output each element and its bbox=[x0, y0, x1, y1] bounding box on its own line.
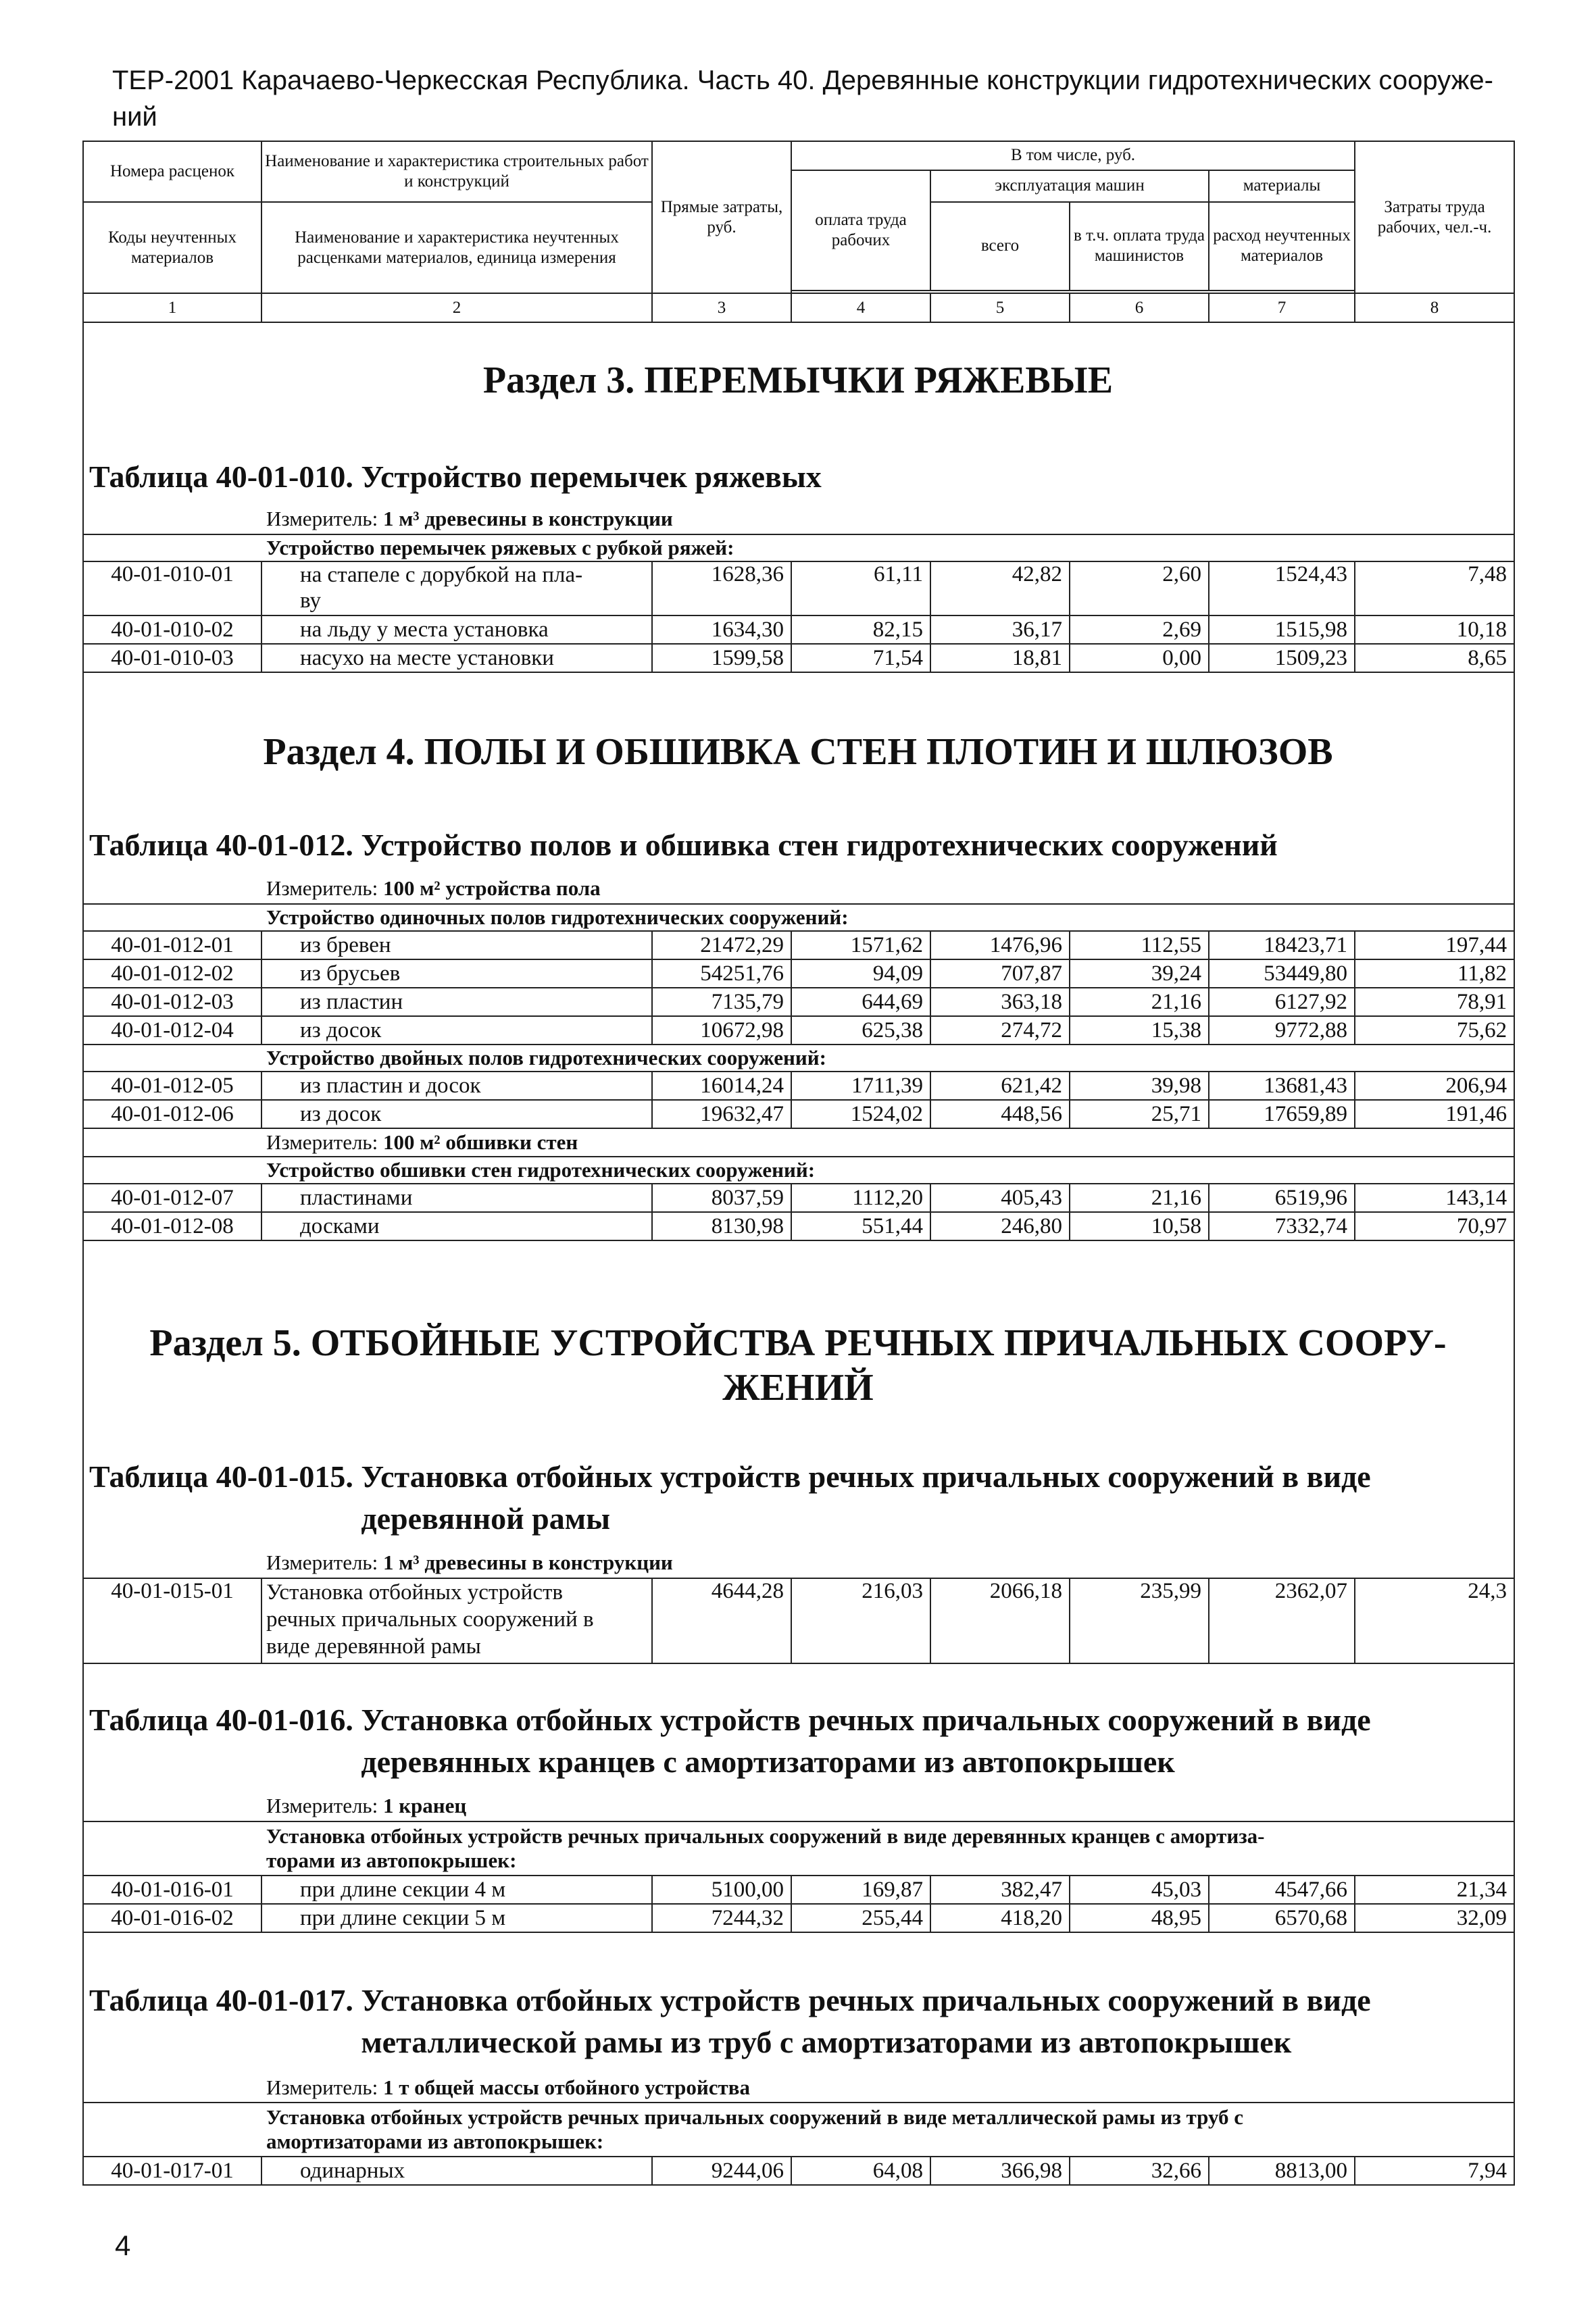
worker-pay: 216,03 bbox=[791, 1578, 930, 1663]
measure-prefix: Измеритель: bbox=[266, 1550, 378, 1574]
col-number: 1 bbox=[83, 293, 261, 322]
table-label: Таблица 40-01-016. bbox=[89, 1703, 353, 1737]
operator-pay: 45,03 bbox=[1070, 1876, 1209, 1904]
materials: 4547,66 bbox=[1209, 1876, 1355, 1904]
rates-table bbox=[82, 2073, 1515, 2186]
measure-row bbox=[83, 873, 1514, 904]
direct-costs: 7135,79 bbox=[652, 988, 791, 1016]
col-header-operator-pay: в т.ч. оплата труда машинистов bbox=[1070, 202, 1209, 290]
operator-pay: 112,55 bbox=[1070, 931, 1209, 959]
rate-code: 40-01-012-06 bbox=[83, 1100, 261, 1128]
rate-code: 40-01-012-02 bbox=[83, 959, 261, 988]
materials: 1524,43 bbox=[1209, 561, 1355, 615]
rate-code: 40-01-012-05 bbox=[83, 1072, 261, 1100]
direct-costs: 8130,98 bbox=[652, 1212, 791, 1240]
rate-description: на льду у места установка bbox=[261, 615, 652, 644]
materials: 2362,07 bbox=[1209, 1578, 1355, 1663]
labor-hours: 197,44 bbox=[1355, 931, 1514, 959]
rates-table bbox=[82, 1547, 1515, 1664]
rate-code: 40-01-017-01 bbox=[83, 2157, 261, 2185]
machines-total: 1476,96 bbox=[930, 931, 1070, 959]
worker-pay: 625,38 bbox=[791, 1016, 930, 1045]
col-header-rate-numbers: Номера расценок bbox=[83, 141, 261, 202]
col-number: 4 bbox=[791, 293, 930, 322]
col-header-machines: эксплуатация машин bbox=[930, 170, 1209, 202]
materials: 9772,88 bbox=[1209, 1016, 1355, 1045]
labor-hours: 21,34 bbox=[1355, 1876, 1514, 1904]
table-label: Таблица 40-01-012. bbox=[89, 828, 353, 862]
rate-description: из брусьев bbox=[261, 959, 652, 988]
table-label: Таблица 40-01-017. bbox=[89, 1983, 353, 2017]
measure-value: 1 кранец bbox=[382, 1793, 467, 1817]
section-title: Раздел 4. ПОЛЫ И ОБШИВКА СТЕН ПЛОТИН И ШЛЮЗОВ bbox=[263, 731, 1333, 773]
col-header-material-consumption: расход неучтенных материалов bbox=[1209, 202, 1355, 290]
section-title: Раздел 5. ОТБОЙНЫЕ УСТРОЙСТВА РЕЧНЫХ ПРИЧАЛЬНЫХ СООРУ- ЖЕНИЙ bbox=[149, 1322, 1447, 1409]
table-title bbox=[89, 1699, 1508, 1783]
rate-code: 40-01-015-01 bbox=[83, 1578, 261, 1663]
operator-pay: 2,60 bbox=[1070, 561, 1209, 615]
machines-total: 707,87 bbox=[930, 959, 1070, 988]
labor-hours: 32,09 bbox=[1355, 1904, 1514, 1932]
labor-hours: 143,14 bbox=[1355, 1184, 1514, 1212]
measure-row bbox=[83, 1790, 1514, 1821]
worker-pay: 1524,02 bbox=[791, 1100, 930, 1128]
operator-pay: 39,24 bbox=[1070, 959, 1209, 988]
table-row bbox=[83, 1072, 1514, 1100]
rate-code: 40-01-012-07 bbox=[83, 1184, 261, 1212]
col-number: 6 bbox=[1070, 293, 1209, 322]
operator-pay: 235,99 bbox=[1070, 1578, 1209, 1663]
direct-costs: 10672,98 bbox=[652, 1016, 791, 1045]
direct-costs: 54251,76 bbox=[652, 959, 791, 988]
worker-pay: 255,44 bbox=[791, 1904, 930, 1932]
section-title: Раздел 3. ПЕРЕМЫЧКИ РЯЖЕВЫЕ bbox=[482, 359, 1114, 401]
materials: 6519,96 bbox=[1209, 1184, 1355, 1212]
machines-total: 448,56 bbox=[930, 1100, 1070, 1128]
materials: 53449,80 bbox=[1209, 959, 1355, 988]
machines-total: 2066,18 bbox=[930, 1578, 1070, 1663]
operator-pay: 25,71 bbox=[1070, 1100, 1209, 1128]
rate-code: 40-01-016-02 bbox=[83, 1904, 261, 1932]
worker-pay: 71,54 bbox=[791, 644, 930, 672]
measure-value: 100 м² обшивки стен bbox=[382, 1130, 578, 1154]
rates-table bbox=[82, 1790, 1515, 1933]
table-title bbox=[89, 456, 1508, 498]
direct-costs: 9244,06 bbox=[652, 2157, 791, 2185]
table-label: Таблица 40-01-015. bbox=[89, 1459, 353, 1494]
rate-description: при длине секции 5 м bbox=[261, 1904, 652, 1932]
table-row bbox=[83, 1876, 1514, 1904]
materials: 6127,92 bbox=[1209, 988, 1355, 1016]
col-number: 2 bbox=[261, 293, 652, 322]
table-row bbox=[83, 644, 1514, 672]
table-row bbox=[83, 615, 1514, 644]
direct-costs: 1634,30 bbox=[652, 615, 791, 644]
labor-hours: 70,97 bbox=[1355, 1212, 1514, 1240]
measure-prefix: Измеритель: bbox=[266, 1793, 378, 1817]
measure-prefix: Измеритель: bbox=[266, 506, 378, 530]
subheading: Устройство обшивки стен гидротехнических сооружений: bbox=[83, 1157, 1514, 1184]
operator-pay: 21,16 bbox=[1070, 988, 1209, 1016]
worker-pay: 64,08 bbox=[791, 2157, 930, 2185]
machines-total: 366,98 bbox=[930, 2157, 1070, 2185]
measure-value: 100 м² устройства пола bbox=[382, 876, 601, 900]
subheading: Устройство перемычек ряжевых с рубкой ряжей: bbox=[83, 534, 1514, 561]
col-header-materials: материалы bbox=[1209, 170, 1355, 202]
rate-description: Установка отбойных устройств речных причальных сооружений в виде деревянной рамы bbox=[261, 1578, 652, 1663]
operator-pay: 32,66 bbox=[1070, 2157, 1209, 2185]
materials: 18423,71 bbox=[1209, 931, 1355, 959]
labor-hours: 10,18 bbox=[1355, 615, 1514, 644]
rate-code: 40-01-012-01 bbox=[83, 931, 261, 959]
rate-description: одинарных bbox=[261, 2157, 652, 2185]
rate-code: 40-01-012-08 bbox=[83, 1212, 261, 1240]
labor-hours: 11,82 bbox=[1355, 959, 1514, 988]
machines-total: 363,18 bbox=[930, 988, 1070, 1016]
table-row bbox=[83, 561, 1514, 615]
worker-pay: 61,11 bbox=[791, 561, 930, 615]
direct-costs: 5100,00 bbox=[652, 1876, 791, 1904]
worker-pay: 551,44 bbox=[791, 1212, 930, 1240]
col-header-direct-costs: Прямые затраты, руб. bbox=[652, 141, 791, 293]
measure-value: 1 т общей массы отбойного устройства bbox=[382, 2075, 751, 2099]
rate-code: 40-01-010-02 bbox=[83, 615, 261, 644]
machines-total: 42,82 bbox=[930, 561, 1070, 615]
machines-total: 382,47 bbox=[930, 1876, 1070, 1904]
machines-total: 418,20 bbox=[930, 1904, 1070, 1932]
operator-pay: 39,98 bbox=[1070, 1072, 1209, 1100]
table-row bbox=[83, 1184, 1514, 1212]
rates-table bbox=[82, 503, 1515, 673]
measure-prefix: Измеритель: bbox=[266, 876, 378, 900]
direct-costs: 1628,36 bbox=[652, 561, 791, 615]
col-header-including: В том числе, руб. bbox=[791, 141, 1355, 170]
direct-costs: 16014,24 bbox=[652, 1072, 791, 1100]
col-header-machines-total: всего bbox=[930, 202, 1070, 290]
col-header-work-name: Наименование и характеристика строительных работ и конструкций bbox=[261, 141, 652, 202]
col-number: 5 bbox=[930, 293, 1070, 322]
table-row bbox=[83, 1100, 1514, 1128]
machines-total: 405,43 bbox=[930, 1184, 1070, 1212]
rate-description: из пластин bbox=[261, 988, 652, 1016]
operator-pay: 21,16 bbox=[1070, 1184, 1209, 1212]
machines-total: 621,42 bbox=[930, 1072, 1070, 1100]
measure-row bbox=[83, 2073, 1514, 2103]
direct-costs: 8037,59 bbox=[652, 1184, 791, 1212]
page-number: 4 bbox=[115, 2230, 131, 2261]
worker-pay: 1112,20 bbox=[791, 1184, 930, 1212]
table-name: Установка отбойных устройств речных причальных сооружений в виде металлической рамы из труб с амортизаторами из автопокрышек bbox=[361, 1983, 1371, 2059]
subheading: Установка отбойных устройств речных причальных сооружений в виде металлической рамы из труб с амортизаторами из автопокрышек: bbox=[83, 2103, 1514, 2157]
direct-costs: 19632,47 bbox=[652, 1100, 791, 1128]
measure-row bbox=[83, 503, 1514, 534]
labor-hours: 7,48 bbox=[1355, 561, 1514, 615]
rates-table bbox=[82, 873, 1515, 1241]
measure-value: 1 м³ древесины в конструкции bbox=[382, 1550, 673, 1574]
machines-total: 274,72 bbox=[930, 1016, 1070, 1045]
rate-code: 40-01-012-04 bbox=[83, 1016, 261, 1045]
table-title bbox=[89, 824, 1508, 866]
direct-costs: 4644,28 bbox=[652, 1578, 791, 1663]
col-header-worker-pay: оплата труда рабочих bbox=[791, 170, 930, 291]
col-number: 8 bbox=[1355, 293, 1514, 322]
operator-pay: 10,58 bbox=[1070, 1212, 1209, 1240]
worker-pay: 94,09 bbox=[791, 959, 930, 988]
table-row bbox=[83, 1016, 1514, 1045]
table-label: Таблица 40-01-010. bbox=[89, 459, 353, 494]
materials: 1509,23 bbox=[1209, 644, 1355, 672]
rate-description: из досок bbox=[261, 1100, 652, 1128]
column-header-table bbox=[82, 141, 1515, 323]
subheading: Установка отбойных устройств речных причальных сооружений в виде деревянных кранцев с амортиза- торами из автопокрышек: bbox=[83, 1821, 1514, 1876]
rate-description: из пластин и досок bbox=[261, 1072, 652, 1100]
table-name: Устройство перемычек ряжевых bbox=[361, 459, 822, 494]
table-name: Устройство полов и обшивка стен гидротехнических сооружений bbox=[361, 828, 1278, 862]
rate-code: 40-01-012-03 bbox=[83, 988, 261, 1016]
measure-row bbox=[83, 1547, 1514, 1578]
rate-description: из досок bbox=[261, 1016, 652, 1045]
materials: 17659,89 bbox=[1209, 1100, 1355, 1128]
table-row bbox=[83, 988, 1514, 1016]
machines-total: 18,81 bbox=[930, 644, 1070, 672]
rate-code: 40-01-016-01 bbox=[83, 1876, 261, 1904]
direct-costs: 21472,29 bbox=[652, 931, 791, 959]
subheading: Устройство двойных полов гидротехнических сооружений: bbox=[83, 1045, 1514, 1072]
table-name: Установка отбойных устройств речных причальных сооружений в виде деревянных кранцев с амортизаторами из автопокрышек bbox=[361, 1703, 1371, 1779]
worker-pay: 1571,62 bbox=[791, 931, 930, 959]
col-number: 7 bbox=[1209, 293, 1355, 322]
materials: 13681,43 bbox=[1209, 1072, 1355, 1100]
operator-pay: 0,00 bbox=[1070, 644, 1209, 672]
table-row bbox=[83, 931, 1514, 959]
labor-hours: 7,94 bbox=[1355, 2157, 1514, 2185]
rate-description: на стапеле с дорубкой на пла- ву bbox=[261, 561, 652, 615]
subheading: Устройство одиночных полов гидротехнических сооружений: bbox=[83, 904, 1514, 931]
machines-total: 36,17 bbox=[930, 615, 1070, 644]
table-name: Установка отбойных устройств речных причальных сооружений в виде деревянной рамы bbox=[361, 1459, 1371, 1536]
table-title bbox=[89, 1456, 1508, 1540]
rate-code: 40-01-010-01 bbox=[83, 561, 261, 615]
rate-description: досками bbox=[261, 1212, 652, 1240]
measure-row bbox=[83, 1128, 1514, 1157]
table-title bbox=[89, 1980, 1508, 2063]
materials: 8813,00 bbox=[1209, 2157, 1355, 2185]
col-header-material-name: Наименование и характеристика неучтенных расценками материалов, единица измерения bbox=[261, 202, 652, 293]
materials: 7332,74 bbox=[1209, 1212, 1355, 1240]
measure-prefix: Измеритель: bbox=[266, 1130, 378, 1154]
rate-description: пластинами bbox=[261, 1184, 652, 1212]
table-row bbox=[83, 1212, 1514, 1240]
labor-hours: 206,94 bbox=[1355, 1072, 1514, 1100]
worker-pay: 1711,39 bbox=[791, 1072, 930, 1100]
rate-description: из бревен bbox=[261, 931, 652, 959]
worker-pay: 82,15 bbox=[791, 615, 930, 644]
operator-pay: 15,38 bbox=[1070, 1016, 1209, 1045]
materials: 1515,98 bbox=[1209, 615, 1355, 644]
direct-costs: 7244,32 bbox=[652, 1904, 791, 1932]
table-row bbox=[83, 1578, 1514, 1663]
worker-pay: 644,69 bbox=[791, 988, 930, 1016]
col-header-material-codes: Коды неучтенных материалов bbox=[83, 202, 261, 293]
col-number: 3 bbox=[652, 293, 791, 322]
labor-hours: 8,65 bbox=[1355, 644, 1514, 672]
machines-total: 246,80 bbox=[930, 1212, 1070, 1240]
table-row bbox=[83, 959, 1514, 988]
operator-pay: 2,69 bbox=[1070, 615, 1209, 644]
document-header-title: ТЕР-2001 Карачаево-Черкесская Республика. Часть 40. Деревянные конструкции гидротехнических сооруже- ний bbox=[112, 66, 1493, 132]
materials: 6570,68 bbox=[1209, 1904, 1355, 1932]
direct-costs: 1599,58 bbox=[652, 644, 791, 672]
measure-value: 1 м³ древесины в конструкции bbox=[382, 506, 673, 530]
operator-pay: 48,95 bbox=[1070, 1904, 1209, 1932]
measure-prefix: Измеритель: bbox=[266, 2075, 378, 2099]
table-row bbox=[83, 2157, 1514, 2185]
labor-hours: 24,3 bbox=[1355, 1578, 1514, 1663]
labor-hours: 191,46 bbox=[1355, 1100, 1514, 1128]
rate-code: 40-01-010-03 bbox=[83, 644, 261, 672]
worker-pay: 169,87 bbox=[791, 1876, 930, 1904]
table-row bbox=[83, 1904, 1514, 1932]
col-header-labor-hours: Затраты труда рабочих, чел.-ч. bbox=[1355, 141, 1514, 293]
rate-description: при длине секции 4 м bbox=[261, 1876, 652, 1904]
labor-hours: 75,62 bbox=[1355, 1016, 1514, 1045]
labor-hours: 78,91 bbox=[1355, 988, 1514, 1016]
rate-description: насухо на месте установки bbox=[261, 644, 652, 672]
